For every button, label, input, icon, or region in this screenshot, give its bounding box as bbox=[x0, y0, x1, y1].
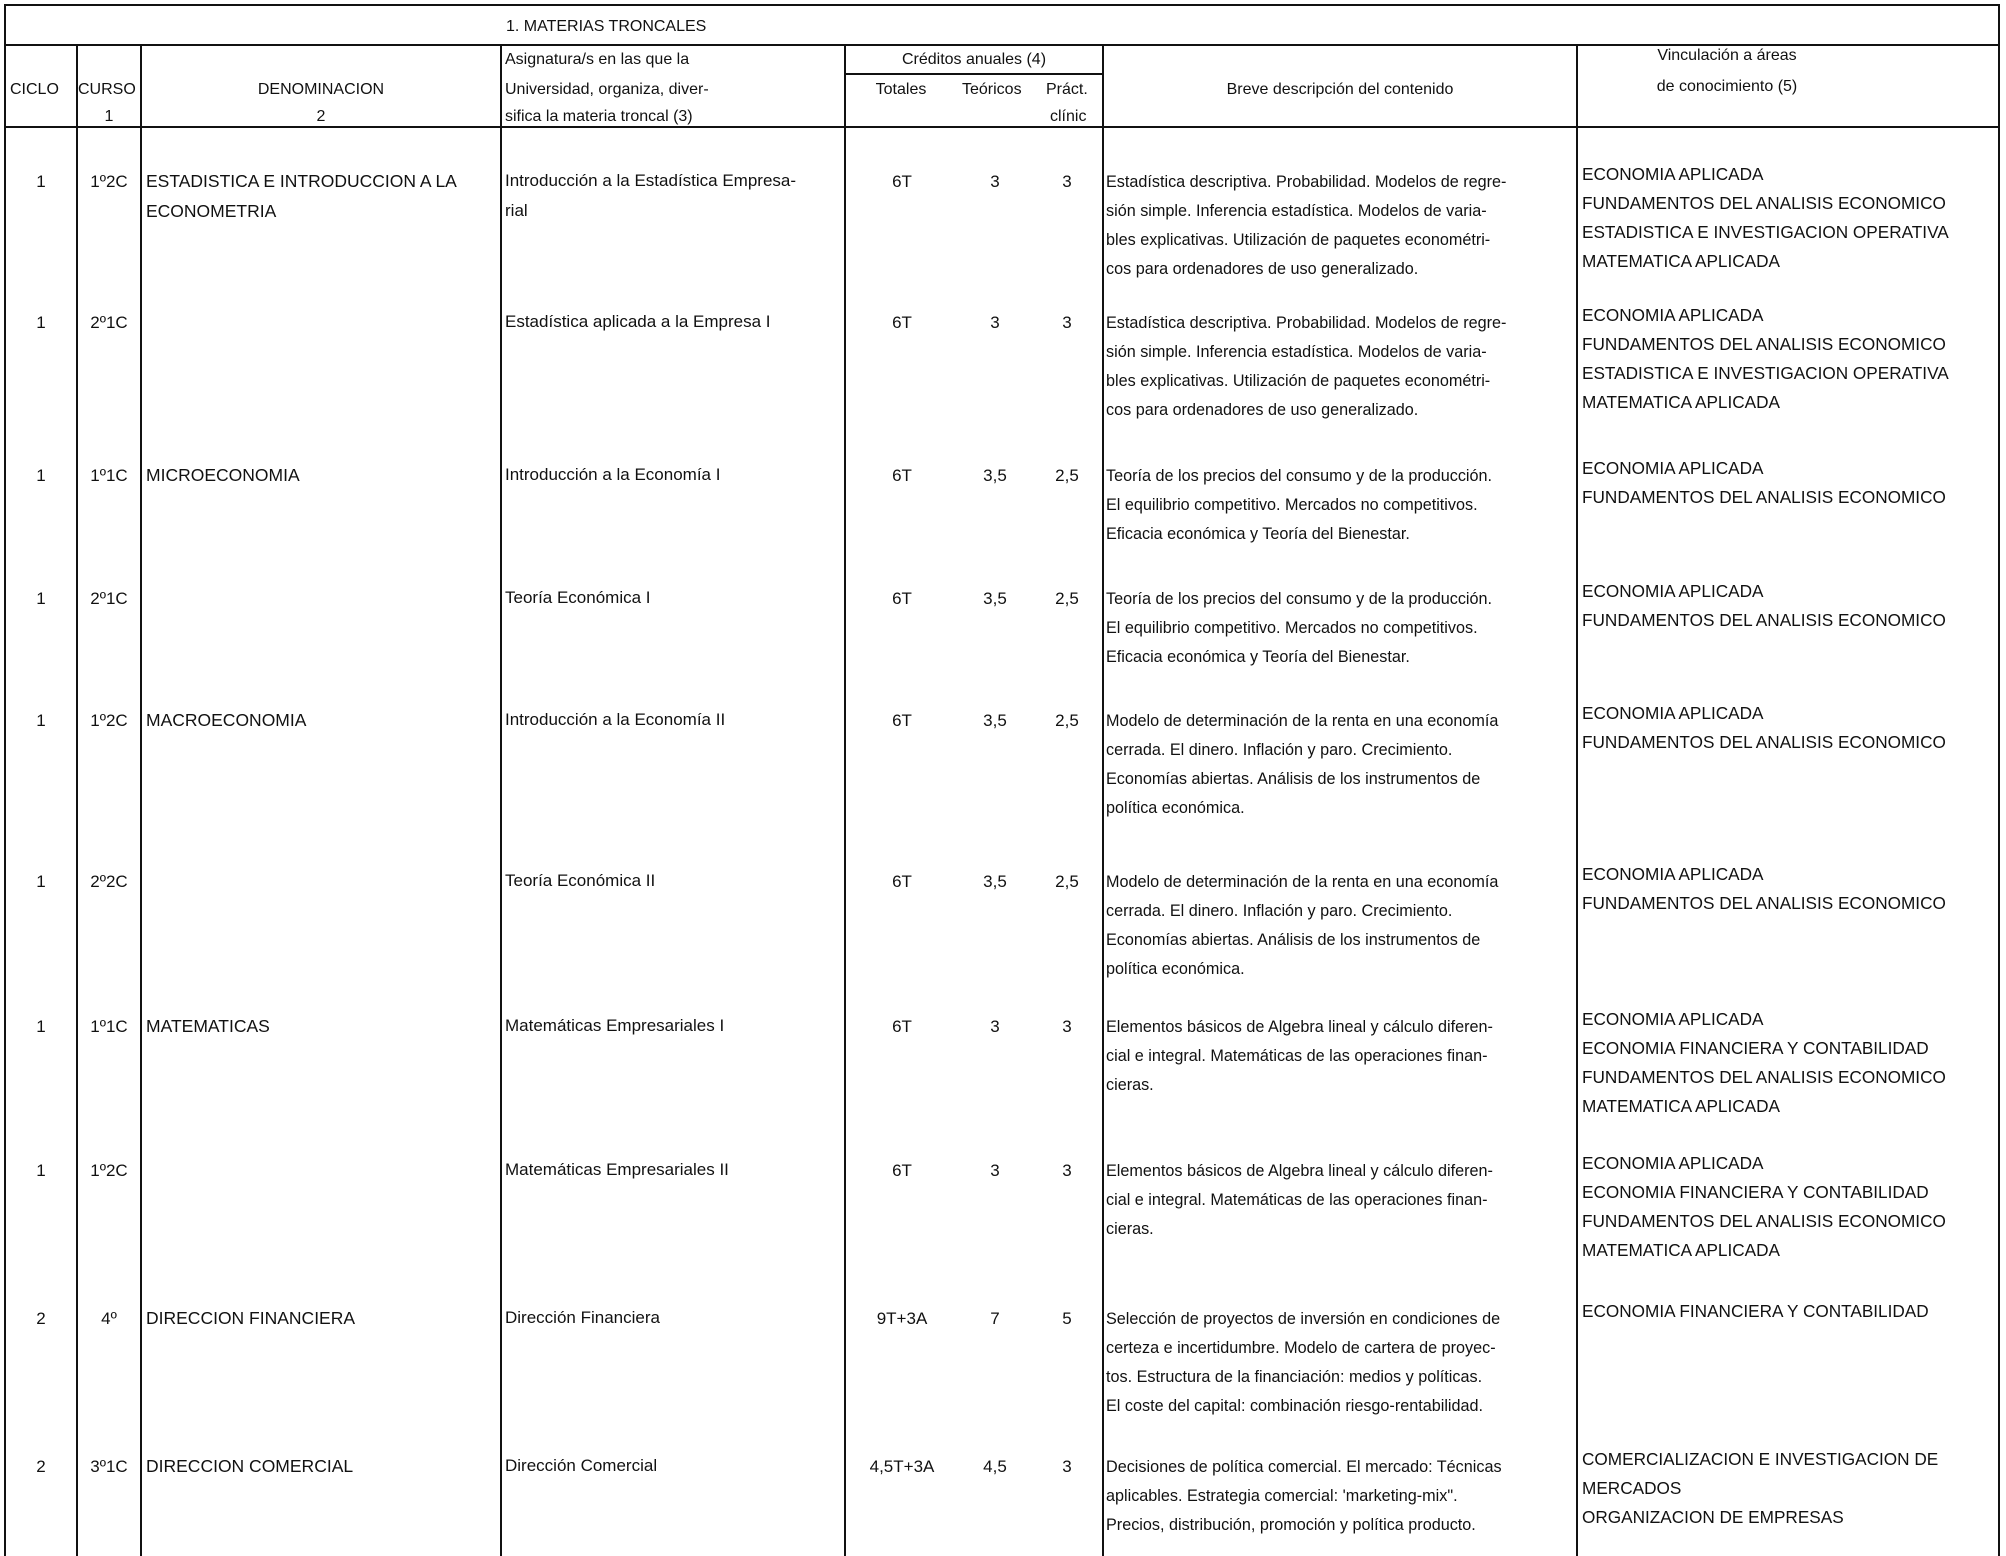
cell-ciclo: 2 bbox=[36, 1309, 46, 1328]
header-ciclo: CICLO bbox=[10, 81, 59, 98]
cell-practicos: 2,5 bbox=[1055, 589, 1079, 608]
cell-areas bbox=[1582, 1149, 2000, 1265]
cell-areas-line: COMERCIALIZACION E INVESTIGACION DE bbox=[1582, 1449, 1939, 1469]
cell-asignatura-line: Teoría Económica II bbox=[505, 871, 656, 890]
header-totales: Totales bbox=[875, 81, 927, 98]
cell-asignatura-line: Teoría Económica I bbox=[505, 588, 651, 607]
cell-areas-line: ESTADISTICA E INVESTIGACION OPERATIVA bbox=[1582, 222, 1949, 242]
cell-curso: 1º2C bbox=[90, 711, 128, 730]
cell-teoricos: 3 bbox=[990, 1161, 1000, 1180]
cell-descripcion-line: Eficacia económica y Teoría del Bienestar. bbox=[1106, 648, 1410, 666]
cell-denominacion bbox=[146, 166, 496, 226]
cell-teoricos: 3 bbox=[990, 1017, 1000, 1036]
cell-descripcion bbox=[1106, 868, 1576, 984]
header-rule-creditos bbox=[844, 73, 1104, 75]
cell-asignatura-line: rial bbox=[505, 201, 528, 220]
cell-descripcion-line: cerrada. El dinero. Inflación y paro. Crecimiento. bbox=[1106, 902, 1453, 920]
cell-descripcion bbox=[1106, 1013, 1576, 1100]
cell-totales: 4,5T+3A bbox=[869, 1457, 935, 1476]
cell-descripcion-line: El coste del capital: combinación riesgo-rentabilidad. bbox=[1106, 1397, 1484, 1415]
cell-descripcion-line: cos para ordenadores de uso generalizado. bbox=[1106, 401, 1419, 419]
cell-asignatura-line: Dirección Financiera bbox=[505, 1308, 660, 1327]
cell-asignatura-line: Matemáticas Empresariales I bbox=[505, 1016, 725, 1035]
cell-totales: 6T bbox=[892, 589, 912, 608]
header-denominacion: DENOMINACION bbox=[257, 81, 385, 98]
cell-asignatura-line: Introducción a la Economía I bbox=[505, 465, 721, 484]
cell-areas-line: FUNDAMENTOS DEL ANALISIS ECONOMICO bbox=[1582, 610, 1946, 630]
col-rule-denominacion bbox=[500, 46, 502, 1556]
cell-asignatura-line: Introducción a la Economía II bbox=[505, 710, 726, 729]
col-rule-curso bbox=[140, 46, 142, 1556]
cell-descripcion-line: Eficacia económica y Teoría del Bienestar. bbox=[1106, 525, 1410, 543]
cell-areas bbox=[1582, 860, 2000, 918]
cell-teoricos: 3,5 bbox=[983, 466, 1007, 485]
cell-denominacion-line: ECONOMETRIA bbox=[146, 201, 277, 221]
cell-areas bbox=[1582, 1445, 2000, 1532]
cell-asignatura bbox=[505, 166, 840, 226]
header-teoricos: Teóricos bbox=[962, 81, 1022, 98]
cell-ciclo: 1 bbox=[36, 711, 46, 730]
cell-areas-line: ECONOMIA FINANCIERA Y CONTABILIDAD bbox=[1582, 1038, 1929, 1058]
cell-curso: 2º1C bbox=[90, 313, 128, 332]
cell-curso: 1º2C bbox=[90, 1161, 128, 1180]
cell-practicos: 2,5 bbox=[1055, 872, 1079, 891]
cell-descripcion-line: cieras. bbox=[1106, 1220, 1154, 1238]
cell-denominacion bbox=[146, 1011, 496, 1041]
cell-teoricos: 3,5 bbox=[983, 872, 1007, 891]
header-denominacion-num: 2 bbox=[316, 108, 326, 125]
cell-curso: 1º1C bbox=[90, 1017, 128, 1036]
cell-teoricos: 7 bbox=[990, 1309, 1000, 1328]
cell-asignatura bbox=[505, 705, 840, 735]
cell-descripcion-line: cial e integral. Matemáticas de las operaciones finan- bbox=[1106, 1191, 1488, 1209]
cell-areas bbox=[1582, 301, 2000, 417]
cell-areas-line: ECONOMIA APLICADA bbox=[1582, 305, 1764, 325]
cell-descripcion-line: Decisiones de política comercial. El mercado: Técnicas bbox=[1106, 1458, 1502, 1476]
cell-descripcion-line: sión simple. Inferencia estadística. Modelos de varia- bbox=[1106, 202, 1487, 220]
cell-areas-line: FUNDAMENTOS DEL ANALISIS ECONOMICO bbox=[1582, 732, 1946, 752]
cell-descripcion bbox=[1106, 707, 1576, 823]
cell-descripcion bbox=[1106, 1305, 1576, 1421]
cell-descripcion-line: Elementos básicos de Algebra lineal y cálculo diferen- bbox=[1106, 1162, 1493, 1180]
cell-practicos: 2,5 bbox=[1055, 711, 1079, 730]
cell-areas-line: MATEMATICA APLICADA bbox=[1582, 1240, 1781, 1260]
cell-descripcion-line: cial e integral. Matemáticas de las operaciones finan- bbox=[1106, 1047, 1488, 1065]
cell-descripcion-line: bles explicativas. Utilización de paquetes econométri- bbox=[1106, 231, 1491, 249]
section-title: 1. MATERIAS TRONCALES bbox=[506, 18, 707, 35]
cell-denominacion bbox=[146, 1451, 496, 1481]
cell-totales: 9T+3A bbox=[876, 1309, 928, 1328]
cell-descripcion-line: Economías abiertas. Análisis de los instrumentos de bbox=[1106, 931, 1481, 949]
cell-ciclo: 1 bbox=[36, 313, 46, 332]
cell-descripcion-line: tos. Estructura de la financiación: medios y políticas. bbox=[1106, 1368, 1483, 1386]
header-asignatura-l1: Asignatura/s en las que la bbox=[505, 51, 690, 68]
cell-descripcion-line: certeza e incertidumbre. Modelo de cartera de proyec- bbox=[1106, 1339, 1496, 1357]
cell-areas-line: ESTADISTICA E INVESTIGACION OPERATIVA bbox=[1582, 363, 1949, 383]
cell-practicos: 5 bbox=[1062, 1309, 1072, 1328]
cell-teoricos: 3,5 bbox=[983, 589, 1007, 608]
header-creditos: Créditos anuales (4) bbox=[901, 51, 1047, 68]
cell-areas-line: FUNDAMENTOS DEL ANALISIS ECONOMICO bbox=[1582, 1067, 1946, 1087]
cell-totales: 6T bbox=[892, 872, 912, 891]
cell-asignatura bbox=[505, 460, 840, 490]
header-vinculacion-l1: Vinculación a áreas bbox=[1657, 47, 1797, 64]
cell-areas-line: ECONOMIA APLICADA bbox=[1582, 864, 1764, 884]
cell-teoricos: 4,5 bbox=[983, 1457, 1007, 1476]
cell-teoricos: 3 bbox=[990, 313, 1000, 332]
cell-ciclo: 1 bbox=[36, 466, 46, 485]
cell-areas-line: ECONOMIA APLICADA bbox=[1582, 164, 1764, 184]
cell-areas-line: FUNDAMENTOS DEL ANALISIS ECONOMICO bbox=[1582, 893, 1946, 913]
cell-curso: 2º1C bbox=[90, 589, 128, 608]
cell-areas-line: FUNDAMENTOS DEL ANALISIS ECONOMICO bbox=[1582, 1211, 1946, 1231]
cell-descripcion bbox=[1106, 462, 1576, 549]
cell-practicos: 3 bbox=[1062, 1161, 1072, 1180]
cell-denominacion-line: MACROECONOMIA bbox=[146, 710, 307, 730]
cell-ciclo: 2 bbox=[36, 1457, 46, 1476]
cell-descripcion-line: aplicables. Estrategia comercial: 'marketing-mix". bbox=[1106, 1487, 1458, 1505]
cell-practicos: 3 bbox=[1062, 172, 1072, 191]
cell-descripcion-line: Modelo de determinación de la renta en una economía bbox=[1106, 873, 1499, 891]
cell-asignatura-line: Introducción a la Estadística Empresa- bbox=[505, 171, 797, 190]
cell-areas-line: FUNDAMENTOS DEL ANALISIS ECONOMICO bbox=[1582, 193, 1946, 213]
cell-descripcion-line: bles explicativas. Utilización de paquetes econométri- bbox=[1106, 372, 1491, 390]
cell-asignatura-line: Estadística aplicada a la Empresa I bbox=[505, 312, 771, 331]
cell-asignatura-line: Matemáticas Empresariales II bbox=[505, 1160, 729, 1179]
cell-areas-line: FUNDAMENTOS DEL ANALISIS ECONOMICO bbox=[1582, 487, 1946, 507]
cell-areas-line: ECONOMIA FINANCIERA Y CONTABILIDAD bbox=[1582, 1182, 1929, 1202]
cell-areas-line: MERCADOS bbox=[1582, 1478, 1682, 1498]
cell-curso: 3º1C bbox=[90, 1457, 128, 1476]
cell-areas-line: FUNDAMENTOS DEL ANALISIS ECONOMICO bbox=[1582, 334, 1946, 354]
cell-areas bbox=[1582, 577, 2000, 635]
cell-descripcion-line: sión simple. Inferencia estadística. Modelos de varia- bbox=[1106, 343, 1487, 361]
cell-descripcion-line: cos para ordenadores de uso generalizado. bbox=[1106, 260, 1419, 278]
cell-ciclo: 1 bbox=[36, 589, 46, 608]
header-curso-num: 1 bbox=[104, 108, 114, 125]
cell-asignatura bbox=[505, 583, 840, 613]
header-asignatura-l2: Universidad, organiza, diver- bbox=[505, 81, 709, 98]
cell-descripcion bbox=[1106, 168, 1576, 284]
cell-denominacion bbox=[146, 460, 496, 490]
cell-areas-line: MATEMATICA APLICADA bbox=[1582, 392, 1781, 412]
cell-descripcion-line: El equilibrio competitivo. Mercados no competitivos. bbox=[1106, 619, 1478, 637]
cell-areas-line: ECONOMIA APLICADA bbox=[1582, 458, 1764, 478]
cell-denominacion bbox=[146, 1303, 496, 1333]
cell-asignatura bbox=[505, 1155, 840, 1185]
cell-areas-line: ORGANIZACION DE EMPRESAS bbox=[1582, 1507, 1844, 1527]
cell-asignatura bbox=[505, 1303, 840, 1333]
cell-descripcion-line: cerrada. El dinero. Inflación y paro. Crecimiento. bbox=[1106, 741, 1453, 759]
header-vinculacion-l2: de conocimiento (5) bbox=[1656, 78, 1798, 95]
cell-asignatura bbox=[505, 307, 840, 337]
cell-areas bbox=[1582, 454, 2000, 512]
cell-teoricos: 3 bbox=[990, 172, 1000, 191]
cell-areas bbox=[1582, 1297, 2000, 1326]
cell-teoricos: 3,5 bbox=[983, 711, 1007, 730]
cell-denominacion-line: ESTADISTICA E INTRODUCCION A LA bbox=[146, 171, 457, 191]
cell-totales: 6T bbox=[892, 1017, 912, 1036]
cell-curso: 1º1C bbox=[90, 466, 128, 485]
cell-curso: 1º2C bbox=[90, 172, 128, 191]
cell-denominacion-line: MATEMATICAS bbox=[146, 1016, 270, 1036]
cell-areas-line: MATEMATICA APLICADA bbox=[1582, 251, 1781, 271]
header-asignatura-l3: sifica la materia troncal (3) bbox=[505, 108, 693, 125]
cell-practicos: 3 bbox=[1062, 1017, 1072, 1036]
cell-areas-line: MATEMATICA APLICADA bbox=[1582, 1096, 1781, 1116]
cell-areas-line: ECONOMIA APLICADA bbox=[1582, 703, 1764, 723]
cell-areas bbox=[1582, 1005, 2000, 1121]
header-pract-l1: Práct. bbox=[1046, 81, 1088, 98]
cell-practicos: 3 bbox=[1062, 313, 1072, 332]
cell-descripcion-line: política económica. bbox=[1106, 960, 1245, 978]
cell-descripcion bbox=[1106, 1453, 1576, 1540]
col-rule-creditos bbox=[1102, 46, 1104, 1556]
cell-descripcion-line: Economías abiertas. Análisis de los instrumentos de bbox=[1106, 770, 1481, 788]
cell-ciclo: 1 bbox=[36, 172, 46, 191]
cell-totales: 6T bbox=[892, 313, 912, 332]
cell-descripcion-line: Elementos básicos de Algebra lineal y cálculo diferen- bbox=[1106, 1018, 1493, 1036]
cell-descripcion-line: política económica. bbox=[1106, 799, 1245, 817]
cell-areas-line: ECONOMIA FINANCIERA Y CONTABILIDAD bbox=[1582, 1301, 1929, 1321]
header-descripcion: Breve descripción del contenido bbox=[1226, 81, 1454, 98]
cell-asignatura bbox=[505, 1451, 840, 1481]
cell-ciclo: 1 bbox=[36, 1161, 46, 1180]
cell-practicos: 3 bbox=[1062, 1457, 1072, 1476]
cell-asignatura bbox=[505, 1011, 840, 1041]
header-curso: CURSO bbox=[78, 81, 136, 98]
cell-descripcion-line: Estadística descriptiva. Probabilidad. Modelos de regre- bbox=[1106, 173, 1507, 191]
cell-practicos: 2,5 bbox=[1055, 466, 1079, 485]
cell-descripcion-line: Estadística descriptiva. Probabilidad. Modelos de regre- bbox=[1106, 314, 1507, 332]
cell-denominacion-line: MICROECONOMIA bbox=[146, 465, 300, 485]
cell-totales: 6T bbox=[892, 1161, 912, 1180]
cell-totales: 6T bbox=[892, 172, 912, 191]
cell-ciclo: 1 bbox=[36, 1017, 46, 1036]
cell-areas-line: ECONOMIA APLICADA bbox=[1582, 581, 1764, 601]
cell-descripcion-line: Teoría de los precios del consumo y de la producción. bbox=[1106, 590, 1493, 608]
cell-areas bbox=[1582, 160, 2000, 276]
cell-denominacion-line: DIRECCION COMERCIAL bbox=[146, 1456, 354, 1476]
cell-denominacion bbox=[146, 705, 496, 735]
cell-descripcion bbox=[1106, 585, 1576, 672]
cell-areas bbox=[1582, 699, 2000, 757]
cell-denominacion-line: DIRECCION FINANCIERA bbox=[146, 1308, 356, 1328]
cell-descripcion bbox=[1106, 309, 1576, 425]
cell-areas-line: ECONOMIA APLICADA bbox=[1582, 1153, 1764, 1173]
cell-curso: 4º bbox=[101, 1309, 117, 1328]
cell-asignatura-line: Dirección Comercial bbox=[505, 1456, 658, 1475]
cell-descripcion-line: cieras. bbox=[1106, 1076, 1154, 1094]
cell-asignatura bbox=[505, 866, 840, 896]
cell-curso: 2º2C bbox=[90, 872, 128, 891]
cell-descripcion-line: Teoría de los precios del consumo y de la producción. bbox=[1106, 467, 1493, 485]
cell-descripcion-line: Precios, distribución, promoción y política producto. bbox=[1106, 1516, 1476, 1534]
cell-areas-line: ECONOMIA APLICADA bbox=[1582, 1009, 1764, 1029]
cell-ciclo: 1 bbox=[36, 872, 46, 891]
cell-descripcion-line: Selección de proyectos de inversión en condiciones de bbox=[1106, 1310, 1501, 1328]
cell-descripcion bbox=[1106, 1157, 1576, 1244]
cell-totales: 6T bbox=[892, 466, 912, 485]
cell-descripcion-line: Modelo de determinación de la renta en una economía bbox=[1106, 712, 1499, 730]
col-rule-descripcion bbox=[1576, 46, 1578, 1556]
header-pract-l2: clínic bbox=[1050, 108, 1087, 125]
cell-descripcion-line: El equilibrio competitivo. Mercados no competitivos. bbox=[1106, 496, 1478, 514]
cell-totales: 6T bbox=[892, 711, 912, 730]
